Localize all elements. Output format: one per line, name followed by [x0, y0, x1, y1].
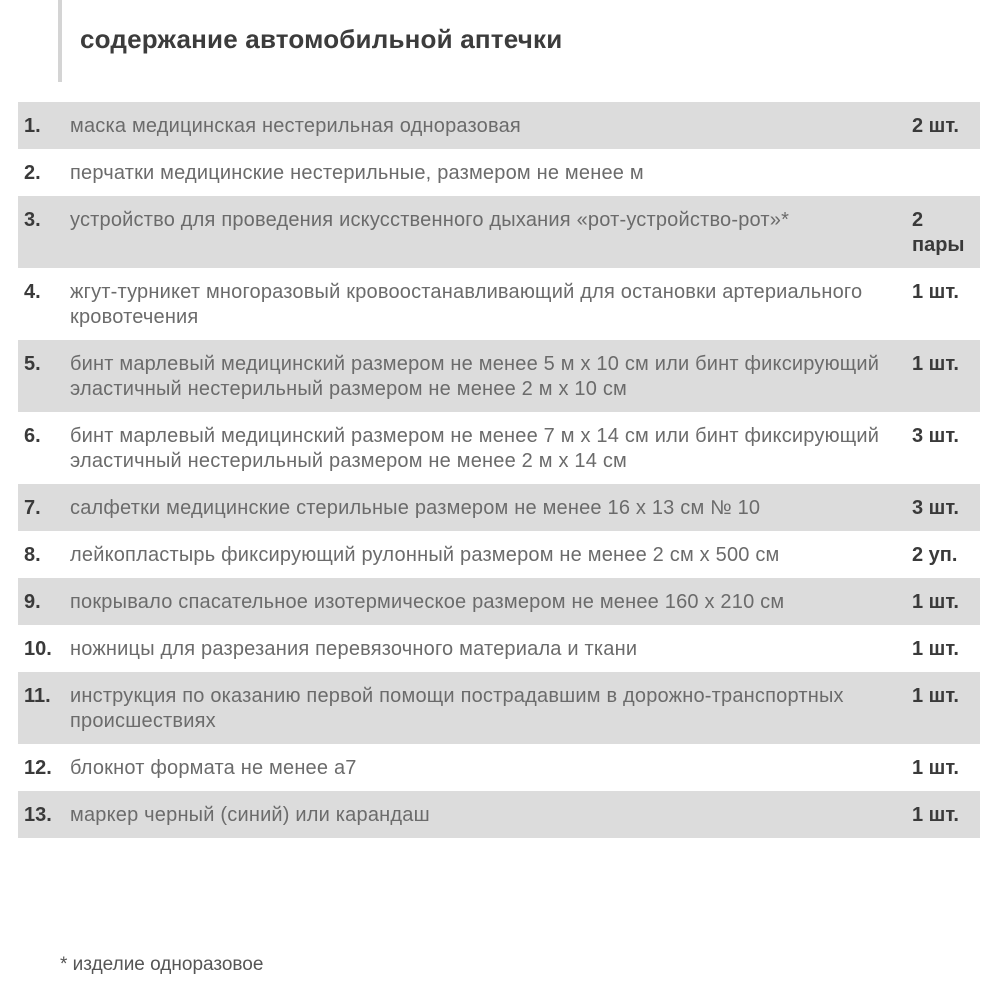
item-quantity: 1 шт.	[912, 757, 959, 779]
item-quantity: 1 шт.	[912, 685, 959, 707]
item-quantity: 1 шт.	[912, 804, 959, 826]
item-quantity: 3 шт.	[912, 425, 959, 447]
item-quantity: 3 шт.	[912, 497, 959, 519]
table-row	[18, 791, 980, 838]
item-description: устройство для проведения искусственного дыхания «рот-устройство-рот»*	[70, 209, 790, 231]
item-number: 7.	[24, 497, 41, 519]
table-row	[18, 578, 980, 625]
table-row	[18, 412, 980, 484]
item-number: 6.	[24, 425, 41, 447]
table-row	[18, 672, 980, 744]
item-description: инструкция по оказанию первой помощи пострадавшим в дорожно-транспортных происшествиях	[70, 685, 844, 732]
footnote: * изделие одноразовое	[60, 954, 264, 975]
table-row	[18, 149, 980, 196]
item-quantity: 2 пары	[912, 209, 965, 256]
item-description: покрывало спасательное изотермическое размером не менее 160 х 210 см	[70, 591, 785, 613]
table-row	[18, 625, 980, 672]
item-quantity: 1 шт.	[912, 281, 959, 303]
item-description: бинт марлевый медицинский размером не менее 5 м х 10 см или бинт фиксирующий эластичный нестерильный размером не менее 2 м х 10 см	[70, 353, 880, 400]
item-number: 13.	[24, 804, 52, 826]
item-description: жгут-турникет многоразовый кровоостанавливающий для остановки артериального кровотечения	[70, 281, 863, 328]
table-row	[18, 340, 980, 412]
table-row	[18, 484, 980, 531]
item-number: 1.	[24, 115, 41, 137]
item-description: маркер черный (синий) или карандаш	[70, 804, 430, 826]
item-description: ножницы для разрезания перевязочного материала и ткани	[70, 638, 638, 660]
table-row	[18, 744, 980, 791]
kit-contents-table	[18, 102, 980, 838]
item-description: перчатки медицинские нестерильные, размером не менее м	[70, 162, 644, 184]
item-number: 8.	[24, 544, 41, 566]
table-row	[18, 268, 980, 340]
item-number: 12.	[24, 757, 52, 779]
page-title: содержание автомобильной аптечки	[80, 24, 563, 54]
item-number: 5.	[24, 353, 41, 375]
item-number: 11.	[24, 685, 51, 707]
item-quantity: 1 шт.	[912, 591, 959, 613]
table-row	[18, 531, 980, 578]
item-description: лейкопластырь фиксирующий рулонный размером не менее 2 см х 500 см	[70, 544, 780, 566]
item-quantity: 1 шт.	[912, 638, 959, 660]
item-quantity: 2 шт.	[912, 115, 959, 137]
item-number: 9.	[24, 591, 41, 613]
item-quantity: 2 уп.	[912, 544, 958, 566]
item-number: 3.	[24, 209, 41, 231]
item-description: блокнот формата не менее а7	[70, 757, 357, 779]
item-description: салфетки медицинские стерильные размером не менее 16 х 13 см № 10	[70, 497, 761, 519]
table-row	[18, 102, 980, 149]
item-number: 10.	[24, 638, 52, 660]
item-description: маска медицинская нестерильная одноразовая	[70, 115, 521, 137]
title-accent-bar	[58, 0, 62, 82]
item-number: 4.	[24, 281, 41, 303]
item-quantity: 1 шт.	[912, 353, 959, 375]
item-number: 2.	[24, 162, 41, 184]
table-row	[18, 196, 980, 268]
item-description: бинт марлевый медицинский размером не менее 7 м х 14 см или бинт фиксирующий эластичный нестерильный размером не менее 2 м х 14 см	[70, 425, 880, 472]
